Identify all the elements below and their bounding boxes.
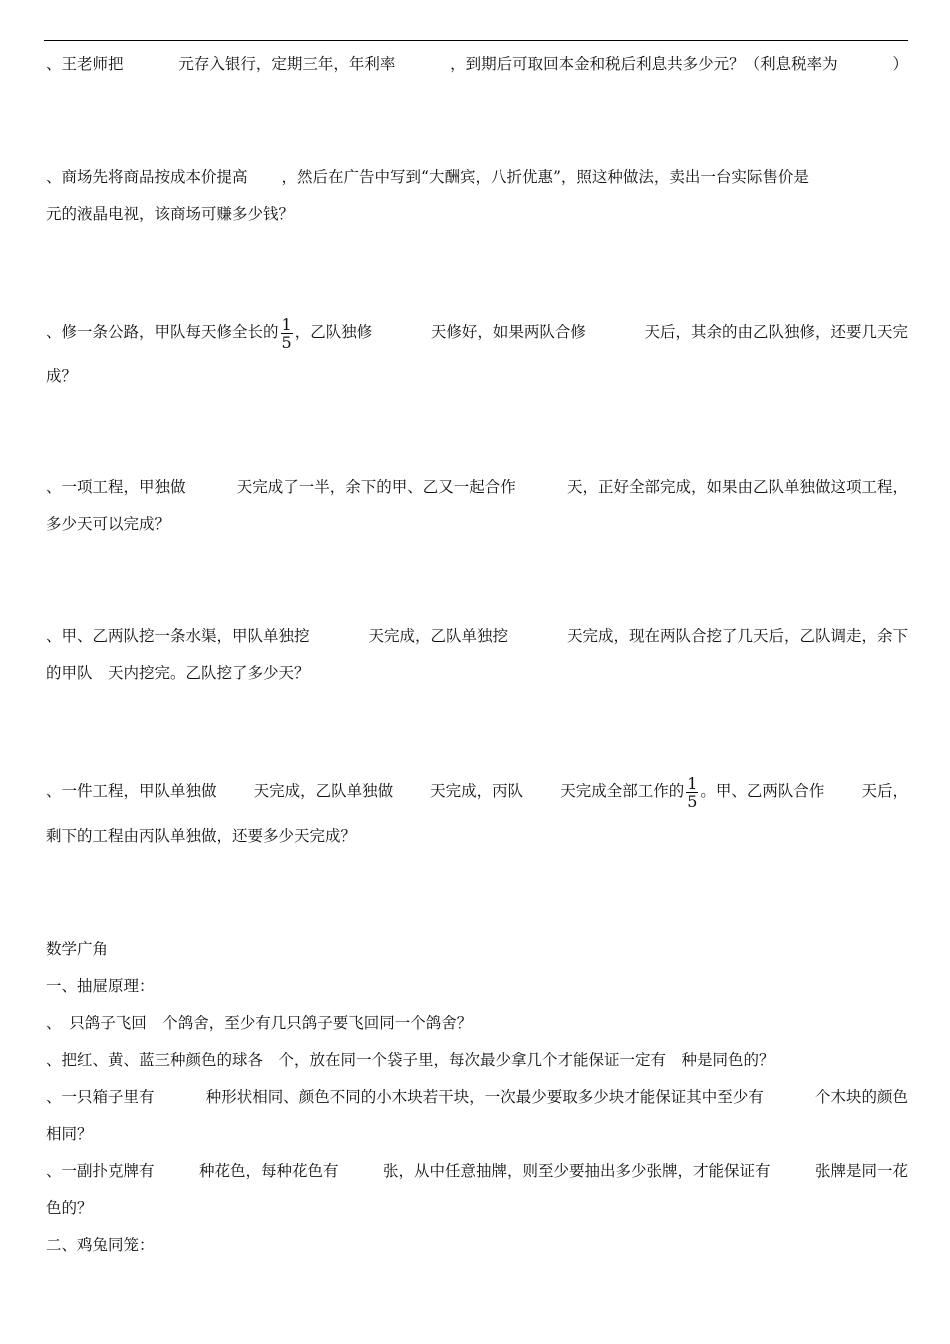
fraction-numerator: 1 [687, 773, 698, 793]
fraction-numerator: 1 [281, 314, 292, 334]
pigeonhole-question-1: 、 只鸽子飞回 个鸽舍，至少有几只鸽子要飞回同一个鸽舍？ [46, 1014, 473, 1032]
problem-1-text-d: ） [892, 55, 908, 73]
problem-3-line-1 [46, 312, 908, 352]
subsection-heading-1: 一、抽屉原理： [46, 977, 155, 995]
fraction-denominator: 5 [687, 791, 698, 811]
problem-6-text-d: 天完成全部工作的 [560, 782, 685, 800]
problem-6-text-e: 。甲、乙两队合作 [700, 782, 825, 800]
problem-6-text-a: 、一件工程，甲队单独做 [46, 782, 217, 800]
section-title: 数学广角 [46, 940, 109, 958]
problem-2-text-b: ，然后在广告中写到“大酬宾，八折优惠”，照这种做法，卖出一台实际售价是 [281, 168, 809, 186]
problem-3-text-b: ，乙队独修 [294, 323, 373, 341]
problem-2-line-1 [46, 166, 876, 188]
problem-4-text-b: 天完成了一半，余下的甲、乙又一起合作 [236, 478, 516, 496]
problem-5-text-b: 天完成，乙队单独挖 [368, 627, 508, 645]
question-3-text-c: 个木块的颜色 [814, 1088, 908, 1106]
top-rule [44, 40, 908, 41]
pigeonhole-question-2: 、把红、黄、蓝三种颜色的球各 个，放在同一个袋子里，每次最少拿几个才能保证一定有 种是同色的？ [46, 1051, 775, 1069]
problem-3-line-2: 成？ [46, 367, 78, 385]
question-4-text-d: 张牌是同一花 [814, 1162, 908, 1180]
problem-5-line-1 [46, 625, 908, 647]
problem-1-text-c: ，到期后可取回本金和税后利息共多少元？（利息税率为 [450, 55, 838, 73]
question-3-text-a: 、一只箱子里有 [46, 1088, 155, 1106]
problem-4-text-a: 、一项工程，甲独做 [46, 478, 186, 496]
problem-4-text-c: 天，正好全部完成，如果由乙队单独做这项工程， [566, 478, 908, 496]
problem-4-line-2: 多少天可以完成？ [46, 515, 171, 533]
problem-6-line-2: 剩下的工程由丙队单独做，还要多少天完成？ [46, 827, 357, 845]
problem-6-text-b: 天完成，乙队单独做 [253, 782, 394, 800]
fraction-one-fifth [686, 775, 698, 810]
problem-2-text-a: 、商场先将商品按成本价提高 [46, 168, 248, 186]
problem-6-line-1 [46, 769, 908, 813]
problem-3-text-c: 天修好，如果两队合修 [430, 323, 586, 341]
problem-3-group-a [46, 312, 372, 352]
fraction-denominator: 5 [281, 332, 292, 352]
question-4-text-c: 张，从中任意抽牌，则至少要抽出多少张牌，才能保证有 [382, 1162, 771, 1180]
problem-4-line-1 [46, 476, 908, 498]
pigeonhole-question-3-line-2: 相同？ [46, 1125, 93, 1143]
problem-6-group-d [560, 769, 824, 813]
problem-1 [46, 53, 908, 75]
question-4-text-b: 种花色，每种花色有 [198, 1162, 339, 1180]
problem-5-line-2: 的甲队 天内挖完。乙队挖了多少天？ [46, 664, 310, 682]
problem-3-text-d: 天后，其余的由乙队独修，还要几天完 [644, 323, 908, 341]
pigeonhole-question-3-line-1 [46, 1086, 908, 1108]
problem-1-text-b: 元存入银行，定期三年，年利率 [178, 55, 396, 73]
problem-5-text-c: 天完成，现在两队合挖了几天后，乙队调走，余下 [566, 627, 908, 645]
question-4-text-a: 、一副扑克牌有 [46, 1162, 155, 1180]
question-3-text-b: 种形状相同、颜色不同的小木块若干块，一次最少要取多少块才能保证其中至少有 [205, 1088, 764, 1106]
subsection-heading-2: 二、鸡兔同笼： [46, 1236, 155, 1254]
problem-5-text-a: 、甲、乙两队挖一条水渠，甲队单独挖 [46, 627, 310, 645]
pigeonhole-question-4-line-2: 色的？ [46, 1199, 93, 1217]
problem-3-text-a: 、修一条公路，甲队每天修全长的 [46, 323, 279, 341]
problem-2-line-2: 元的液晶电视，该商场可赚多少钱？ [46, 205, 295, 223]
problem-6-text-f: 天后， [861, 782, 908, 800]
fraction-one-fifth [281, 316, 293, 351]
problem-6-text-c: 天完成，丙队 [430, 782, 524, 800]
problem-1-text-a: 、王老师把 [46, 55, 124, 73]
pigeonhole-question-4-line-1 [46, 1160, 908, 1182]
